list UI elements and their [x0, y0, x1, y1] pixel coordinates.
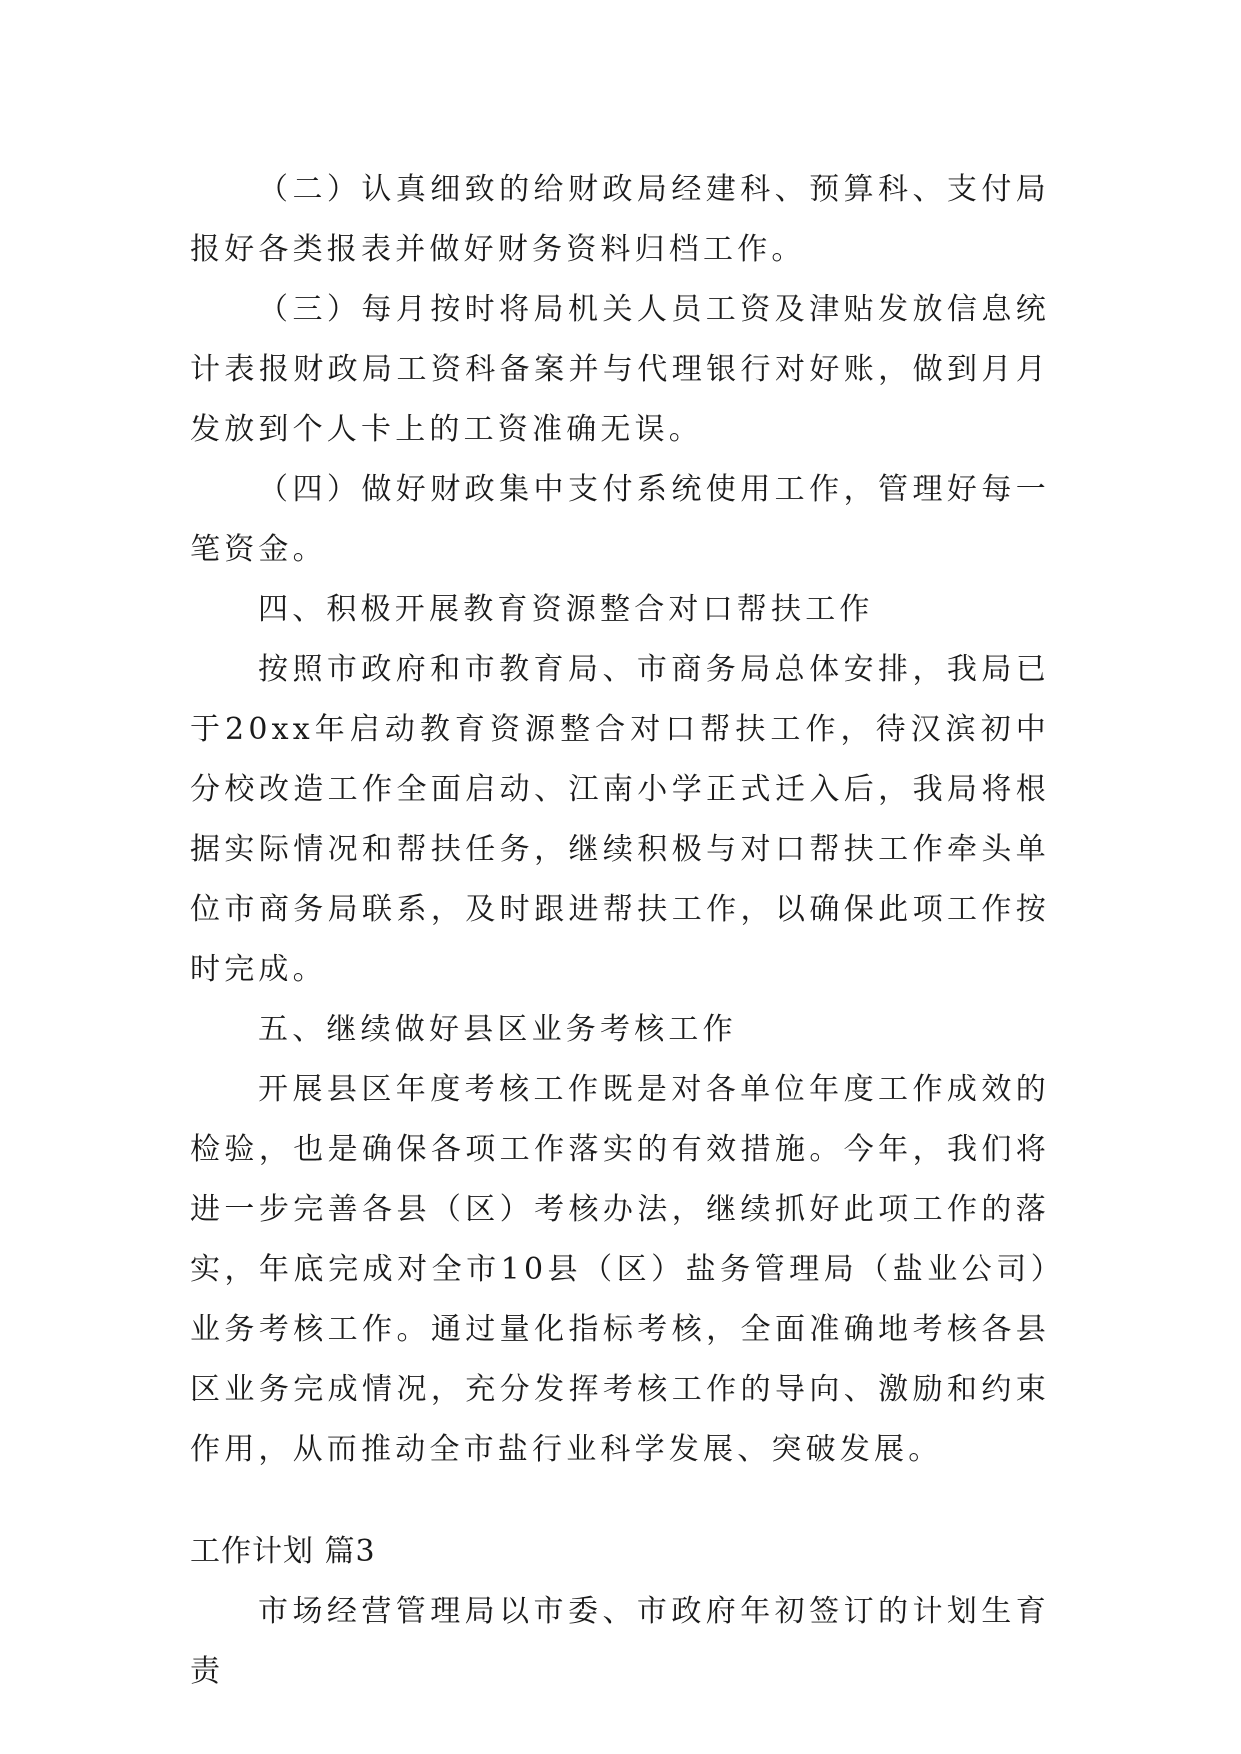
paragraph-market-management: 市场经营管理局以市委、市政府年初签订的计划生育责 — [190, 1594, 1050, 1689]
document-page — [190, 160, 1050, 1702]
section-heading-education-support: 四、积极开展教育资源整合对口帮扶工作 — [258, 592, 874, 627]
document-subtitle: 工作计划 篇3 — [190, 1534, 376, 1569]
paragraph-education-support: 按照市政府和市教育局、市商务局总体安排，我局已于20xx年启动教育资源整合对口帮扶工作，待汉滨初中分校改造工作全面启动、江南小学正式迁入后，我局将根据实际情况和帮扶任务，继续积极与对口帮扶工作牵头单位市商务局联系，及时跟进帮扶工作，以确保此项工作按时完成。 — [190, 652, 1050, 987]
paragraph-payment-system: （四）做好财政集中支付系统使用工作，管理好每一笔资金。 — [190, 472, 1050, 567]
paragraph-financial-reports: （二）认真细致的给财政局经建科、预算科、支付局报好各类报表并做好财务资料归档工作。 — [190, 172, 1050, 267]
section-heading-county-assessment: 五、继续做好县区业务考核工作 — [258, 1012, 737, 1047]
paragraph-salary-reporting: （三）每月按时将局机关人员工资及津贴发放信息统计表报财政局工资科备案并与代理银行对好账，做到月月发放到个人卡上的工资准确无误。 — [190, 292, 1050, 447]
paragraph-county-assessment: 开展县区年度考核工作既是对各单位年度工作成效的检验，也是确保各项工作落实的有效措施。今年，我们将进一步完善各县（区）考核办法，继续抓好此项工作的落实，年底完成对全市10县（区）盐务管理局（盐业公司）业务考核工作。通过量化指标考核，全面准确地考核各县区业务完成情况，充分发挥考核工作的导向、激励和约束作用，从而推动全市盐行业科学发展、突破发展。 — [190, 1072, 1050, 1467]
